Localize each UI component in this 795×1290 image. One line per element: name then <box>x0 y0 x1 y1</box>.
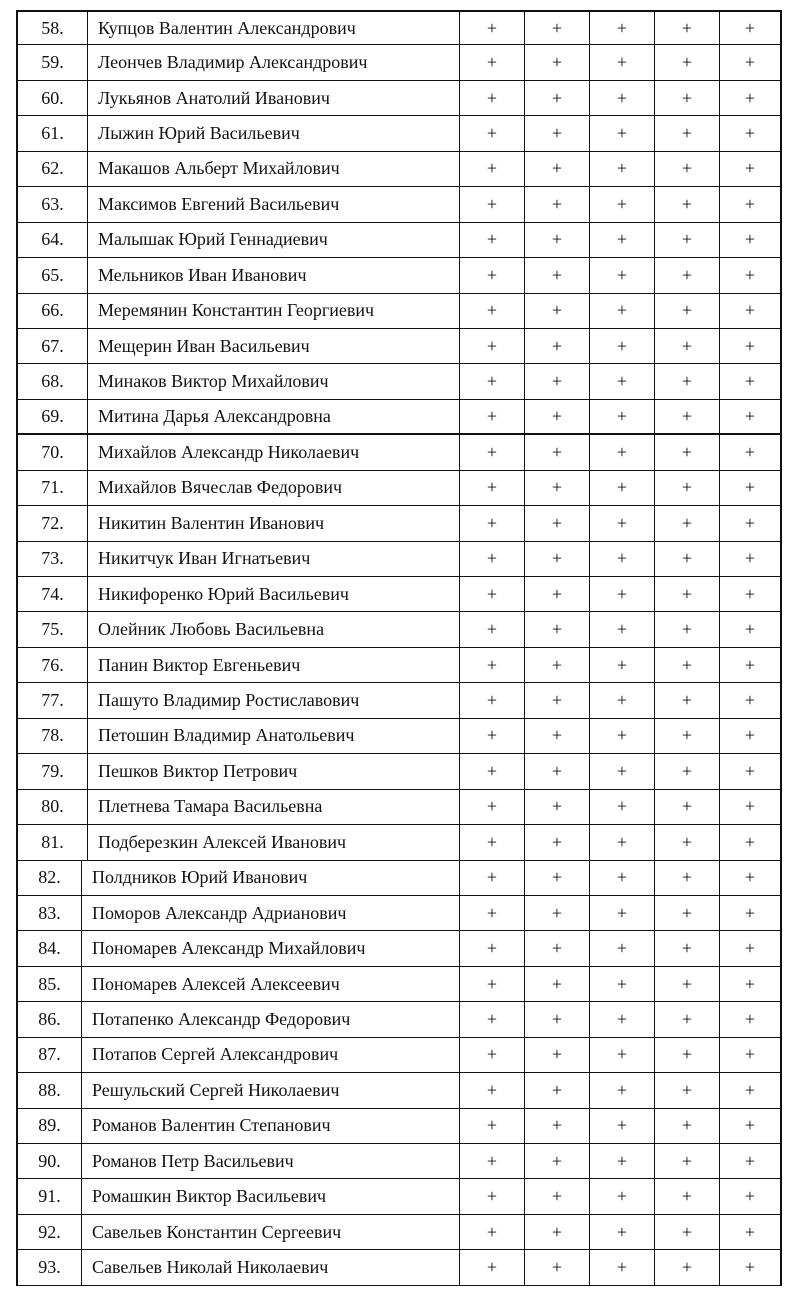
mark-cell: + <box>525 45 590 80</box>
table-row <box>16 258 782 293</box>
row-number: 91. <box>16 1179 82 1214</box>
row-number: 74. <box>16 577 88 612</box>
mark-cell: + <box>460 754 525 789</box>
voting-table <box>16 10 782 1286</box>
mark-cell: + <box>655 400 720 435</box>
mark-cell: + <box>590 1073 655 1108</box>
mark-cell: + <box>590 577 655 612</box>
mark-cell: + <box>655 577 720 612</box>
table-row <box>16 45 782 80</box>
row-name: Панин Виктор Евгеньевич <box>88 648 460 683</box>
mark-cell: + <box>525 329 590 364</box>
mark-cell: + <box>655 1073 720 1108</box>
mark-cell: + <box>590 10 655 45</box>
row-number: 84. <box>16 931 82 966</box>
mark-cell: + <box>460 294 525 329</box>
row-number: 71. <box>16 471 88 506</box>
mark-cell: + <box>590 471 655 506</box>
row-number: 88. <box>16 1073 82 1108</box>
mark-cell: + <box>590 506 655 541</box>
mark-cell: + <box>720 294 782 329</box>
mark-cell: + <box>525 258 590 293</box>
row-name: Савельев Константин Сергеевич <box>82 1215 460 1250</box>
row-number: 77. <box>16 683 88 718</box>
mark-cell: + <box>655 1109 720 1144</box>
mark-cell: + <box>525 1109 590 1144</box>
row-name: Митина Дарья Александровна <box>88 400 460 435</box>
row-name: Олейник Любовь Васильевна <box>88 612 460 647</box>
row-name: Мещерин Иван Васильевич <box>88 329 460 364</box>
table-row <box>16 825 782 860</box>
mark-cell: + <box>655 1144 720 1179</box>
mark-cell: + <box>655 10 720 45</box>
row-number: 66. <box>16 294 88 329</box>
row-number: 63. <box>16 187 88 222</box>
mark-cell: + <box>525 896 590 931</box>
mark-cell: + <box>720 1073 782 1108</box>
mark-cell: + <box>525 683 590 718</box>
mark-cell: + <box>460 400 525 435</box>
mark-cell: + <box>460 506 525 541</box>
row-number: 75. <box>16 612 88 647</box>
row-number: 69. <box>16 400 88 435</box>
table-row <box>16 152 782 187</box>
row-number: 61. <box>16 116 88 151</box>
mark-cell: + <box>460 542 525 577</box>
mark-cell: + <box>460 896 525 931</box>
mark-cell: + <box>590 223 655 258</box>
mark-cell: + <box>720 542 782 577</box>
row-number: 68. <box>16 364 88 399</box>
mark-cell: + <box>525 471 590 506</box>
mark-cell: + <box>590 967 655 1002</box>
table-row <box>16 294 782 329</box>
mark-cell: + <box>525 10 590 45</box>
mark-cell: + <box>590 187 655 222</box>
mark-cell: + <box>720 896 782 931</box>
mark-cell: + <box>590 612 655 647</box>
row-name: Никитчук Иван Игнатьевич <box>88 542 460 577</box>
mark-cell: + <box>525 1250 590 1285</box>
mark-cell: + <box>460 45 525 80</box>
row-name: Потапов Сергей Александрович <box>82 1038 460 1073</box>
mark-cell: + <box>655 648 720 683</box>
row-name: Савельев Николай Николаевич <box>82 1250 460 1285</box>
mark-cell: + <box>590 719 655 754</box>
row-number: 60. <box>16 81 88 116</box>
row-name: Пономарев Александр Михайлович <box>82 931 460 966</box>
mark-cell: + <box>720 754 782 789</box>
row-number: 73. <box>16 542 88 577</box>
mark-cell: + <box>720 1038 782 1073</box>
mark-cell: + <box>655 542 720 577</box>
mark-cell: + <box>460 364 525 399</box>
mark-cell: + <box>460 612 525 647</box>
mark-cell: + <box>525 116 590 151</box>
mark-cell: + <box>590 152 655 187</box>
row-name: Пешков Виктор Петрович <box>88 754 460 789</box>
row-number: 65. <box>16 258 88 293</box>
mark-cell: + <box>460 577 525 612</box>
mark-cell: + <box>525 648 590 683</box>
mark-cell: + <box>590 1002 655 1037</box>
table-row <box>16 1002 782 1037</box>
mark-cell: + <box>590 861 655 896</box>
table-row <box>16 1144 782 1179</box>
row-name: Меремянин Константин Георгиевич <box>88 294 460 329</box>
mark-cell: + <box>525 1215 590 1250</box>
mark-cell: + <box>655 790 720 825</box>
mark-cell: + <box>525 931 590 966</box>
mark-cell: + <box>655 329 720 364</box>
table-row <box>16 719 782 754</box>
mark-cell: + <box>460 1215 525 1250</box>
mark-cell: + <box>720 10 782 45</box>
table-row <box>16 1038 782 1073</box>
mark-cell: + <box>720 577 782 612</box>
row-name: Купцов Валентин Александрович <box>88 10 460 45</box>
table-row <box>16 471 782 506</box>
row-name: Подберезкин Алексей Иванович <box>88 825 460 860</box>
mark-cell: + <box>590 683 655 718</box>
row-number: 80. <box>16 790 88 825</box>
mark-cell: + <box>525 542 590 577</box>
mark-cell: + <box>460 967 525 1002</box>
mark-cell: + <box>720 364 782 399</box>
mark-cell: + <box>655 1250 720 1285</box>
mark-cell: + <box>655 1038 720 1073</box>
mark-cell: + <box>525 577 590 612</box>
table-row <box>16 116 782 151</box>
mark-cell: + <box>525 1179 590 1214</box>
mark-cell: + <box>525 81 590 116</box>
row-name: Лукьянов Анатолий Иванович <box>88 81 460 116</box>
mark-cell: + <box>460 1038 525 1073</box>
mark-cell: + <box>460 471 525 506</box>
row-name: Полдников Юрий Иванович <box>82 861 460 896</box>
mark-cell: + <box>460 648 525 683</box>
mark-cell: + <box>590 825 655 860</box>
mark-cell: + <box>720 1179 782 1214</box>
mark-cell: + <box>720 152 782 187</box>
mark-cell: + <box>720 1144 782 1179</box>
row-number: 90. <box>16 1144 82 1179</box>
mark-cell: + <box>460 258 525 293</box>
mark-cell: + <box>460 931 525 966</box>
mark-cell: + <box>720 825 782 860</box>
table-row <box>16 542 782 577</box>
mark-cell: + <box>655 1179 720 1214</box>
table-row <box>16 329 782 364</box>
table-row <box>16 1250 782 1285</box>
mark-cell: + <box>525 400 590 435</box>
mark-cell: + <box>590 754 655 789</box>
row-name: Романов Валентин Степанович <box>82 1109 460 1144</box>
row-number: 70. <box>16 435 88 470</box>
table-row <box>16 648 782 683</box>
mark-cell: + <box>590 1109 655 1144</box>
row-number: 79. <box>16 754 88 789</box>
row-number: 72. <box>16 506 88 541</box>
row-number: 86. <box>16 1002 82 1037</box>
mark-cell: + <box>720 1250 782 1285</box>
row-name: Никифоренко Юрий Васильевич <box>88 577 460 612</box>
table-row <box>16 364 782 399</box>
mark-cell: + <box>525 1073 590 1108</box>
table-row <box>16 400 782 435</box>
mark-cell: + <box>460 1179 525 1214</box>
mark-cell: + <box>460 790 525 825</box>
mark-cell: + <box>460 10 525 45</box>
mark-cell: + <box>655 116 720 151</box>
table-row <box>16 790 782 825</box>
table-row <box>16 1179 782 1214</box>
row-number: 59. <box>16 45 88 80</box>
mark-cell: + <box>460 861 525 896</box>
mark-cell: + <box>655 1215 720 1250</box>
mark-cell: + <box>720 258 782 293</box>
mark-cell: + <box>655 471 720 506</box>
mark-cell: + <box>655 81 720 116</box>
mark-cell: + <box>590 400 655 435</box>
row-number: 83. <box>16 896 82 931</box>
mark-cell: + <box>460 116 525 151</box>
table-row <box>16 1073 782 1108</box>
mark-cell: + <box>720 116 782 151</box>
mark-cell: + <box>590 648 655 683</box>
mark-cell: + <box>525 435 590 470</box>
mark-cell: + <box>720 471 782 506</box>
mark-cell: + <box>460 329 525 364</box>
row-name: Михайлов Вячеслав Федорович <box>88 471 460 506</box>
row-number: 87. <box>16 1038 82 1073</box>
row-name: Потапенко Александр Федорович <box>82 1002 460 1037</box>
mark-cell: + <box>525 1002 590 1037</box>
mark-cell: + <box>590 435 655 470</box>
mark-cell: + <box>590 116 655 151</box>
mark-cell: + <box>460 81 525 116</box>
mark-cell: + <box>525 967 590 1002</box>
row-name: Петошин Владимир Анатольевич <box>88 719 460 754</box>
mark-cell: + <box>655 931 720 966</box>
row-name: Макашов Альберт Михайлович <box>88 152 460 187</box>
table-row <box>16 187 782 222</box>
row-name: Пономарев Алексей Алексеевич <box>82 967 460 1002</box>
table-row <box>16 223 782 258</box>
mark-cell: + <box>655 967 720 1002</box>
mark-cell: + <box>525 790 590 825</box>
row-number: 78. <box>16 719 88 754</box>
mark-cell: + <box>655 861 720 896</box>
row-name: Решульский Сергей Николаевич <box>82 1073 460 1108</box>
mark-cell: + <box>525 506 590 541</box>
mark-cell: + <box>720 648 782 683</box>
mark-cell: + <box>720 1002 782 1037</box>
mark-cell: + <box>720 400 782 435</box>
mark-cell: + <box>525 719 590 754</box>
table-row <box>16 967 782 1002</box>
row-name: Мельников Иван Иванович <box>88 258 460 293</box>
row-name: Лыжин Юрий Васильевич <box>88 116 460 151</box>
row-number: 92. <box>16 1215 82 1250</box>
mark-cell: + <box>655 719 720 754</box>
row-number: 82. <box>16 861 82 896</box>
table-row <box>16 612 782 647</box>
mark-cell: + <box>720 45 782 80</box>
mark-cell: + <box>655 294 720 329</box>
row-number: 89. <box>16 1109 82 1144</box>
row-name: Поморов Александр Адрианович <box>82 896 460 931</box>
mark-cell: + <box>590 790 655 825</box>
mark-cell: + <box>655 258 720 293</box>
table-row <box>16 931 782 966</box>
row-number: 93. <box>16 1250 82 1285</box>
row-name: Пашуто Владимир Ростиславович <box>88 683 460 718</box>
mark-cell: + <box>655 896 720 931</box>
row-number: 76. <box>16 648 88 683</box>
mark-cell: + <box>460 187 525 222</box>
table-row <box>16 506 782 541</box>
mark-cell: + <box>460 152 525 187</box>
mark-cell: + <box>720 683 782 718</box>
mark-cell: + <box>525 1144 590 1179</box>
mark-cell: + <box>655 612 720 647</box>
mark-cell: + <box>460 719 525 754</box>
mark-cell: + <box>590 329 655 364</box>
mark-cell: + <box>590 1179 655 1214</box>
table-row <box>16 10 782 45</box>
mark-cell: + <box>720 435 782 470</box>
mark-cell: + <box>525 187 590 222</box>
mark-cell: + <box>590 1250 655 1285</box>
mark-cell: + <box>720 861 782 896</box>
mark-cell: + <box>720 931 782 966</box>
mark-cell: + <box>655 187 720 222</box>
row-name: Минаков Виктор Михайлович <box>88 364 460 399</box>
table-row <box>16 896 782 931</box>
mark-cell: + <box>460 683 525 718</box>
mark-cell: + <box>720 1109 782 1144</box>
mark-cell: + <box>590 1144 655 1179</box>
mark-cell: + <box>590 294 655 329</box>
mark-cell: + <box>525 612 590 647</box>
row-number: 67. <box>16 329 88 364</box>
mark-cell: + <box>460 1002 525 1037</box>
mark-cell: + <box>525 223 590 258</box>
mark-cell: + <box>720 967 782 1002</box>
mark-cell: + <box>460 1250 525 1285</box>
table-row <box>16 754 782 789</box>
table-row <box>16 1109 782 1144</box>
mark-cell: + <box>720 719 782 754</box>
mark-cell: + <box>590 45 655 80</box>
row-name: Малышак Юрий Геннадиевич <box>88 223 460 258</box>
mark-cell: + <box>525 861 590 896</box>
row-name: Михайлов Александр Николаевич <box>88 435 460 470</box>
row-name: Ромашкин Виктор Васильевич <box>82 1179 460 1214</box>
mark-cell: + <box>720 329 782 364</box>
mark-cell: + <box>525 1038 590 1073</box>
mark-cell: + <box>655 364 720 399</box>
mark-cell: + <box>655 435 720 470</box>
mark-cell: + <box>720 790 782 825</box>
mark-cell: + <box>460 1109 525 1144</box>
mark-cell: + <box>655 45 720 80</box>
row-number: 58. <box>16 10 88 45</box>
mark-cell: + <box>720 81 782 116</box>
mark-cell: + <box>590 542 655 577</box>
row-number: 64. <box>16 223 88 258</box>
table-row <box>16 861 782 896</box>
mark-cell: + <box>525 825 590 860</box>
mark-cell: + <box>720 612 782 647</box>
mark-cell: + <box>720 187 782 222</box>
mark-cell: + <box>525 364 590 399</box>
mark-cell: + <box>590 81 655 116</box>
row-name: Плетнева Тамара Васильевна <box>88 790 460 825</box>
mark-cell: + <box>590 931 655 966</box>
mark-cell: + <box>720 506 782 541</box>
mark-cell: + <box>720 223 782 258</box>
mark-cell: + <box>720 1215 782 1250</box>
row-number: 62. <box>16 152 88 187</box>
row-name: Романов Петр Васильевич <box>82 1144 460 1179</box>
table-row <box>16 683 782 718</box>
table-row <box>16 1215 782 1250</box>
mark-cell: + <box>590 1215 655 1250</box>
mark-cell: + <box>460 223 525 258</box>
mark-cell: + <box>460 1144 525 1179</box>
row-number: 81. <box>16 825 88 860</box>
mark-cell: + <box>655 683 720 718</box>
mark-cell: + <box>655 825 720 860</box>
mark-cell: + <box>525 294 590 329</box>
row-name: Никитин Валентин Иванович <box>88 506 460 541</box>
mark-cell: + <box>655 152 720 187</box>
mark-cell: + <box>655 1002 720 1037</box>
mark-cell: + <box>525 754 590 789</box>
mark-cell: + <box>590 896 655 931</box>
row-number: 85. <box>16 967 82 1002</box>
mark-cell: + <box>590 1038 655 1073</box>
mark-cell: + <box>460 1073 525 1108</box>
mark-cell: + <box>460 825 525 860</box>
mark-cell: + <box>655 506 720 541</box>
mark-cell: + <box>590 258 655 293</box>
table-row <box>16 81 782 116</box>
row-name: Леончев Владимир Александрович <box>88 45 460 80</box>
mark-cell: + <box>655 223 720 258</box>
mark-cell: + <box>590 364 655 399</box>
mark-cell: + <box>525 152 590 187</box>
table-row <box>16 435 782 470</box>
mark-cell: + <box>655 754 720 789</box>
table-row <box>16 577 782 612</box>
row-name: Максимов Евгений Васильевич <box>88 187 460 222</box>
mark-cell: + <box>460 435 525 470</box>
